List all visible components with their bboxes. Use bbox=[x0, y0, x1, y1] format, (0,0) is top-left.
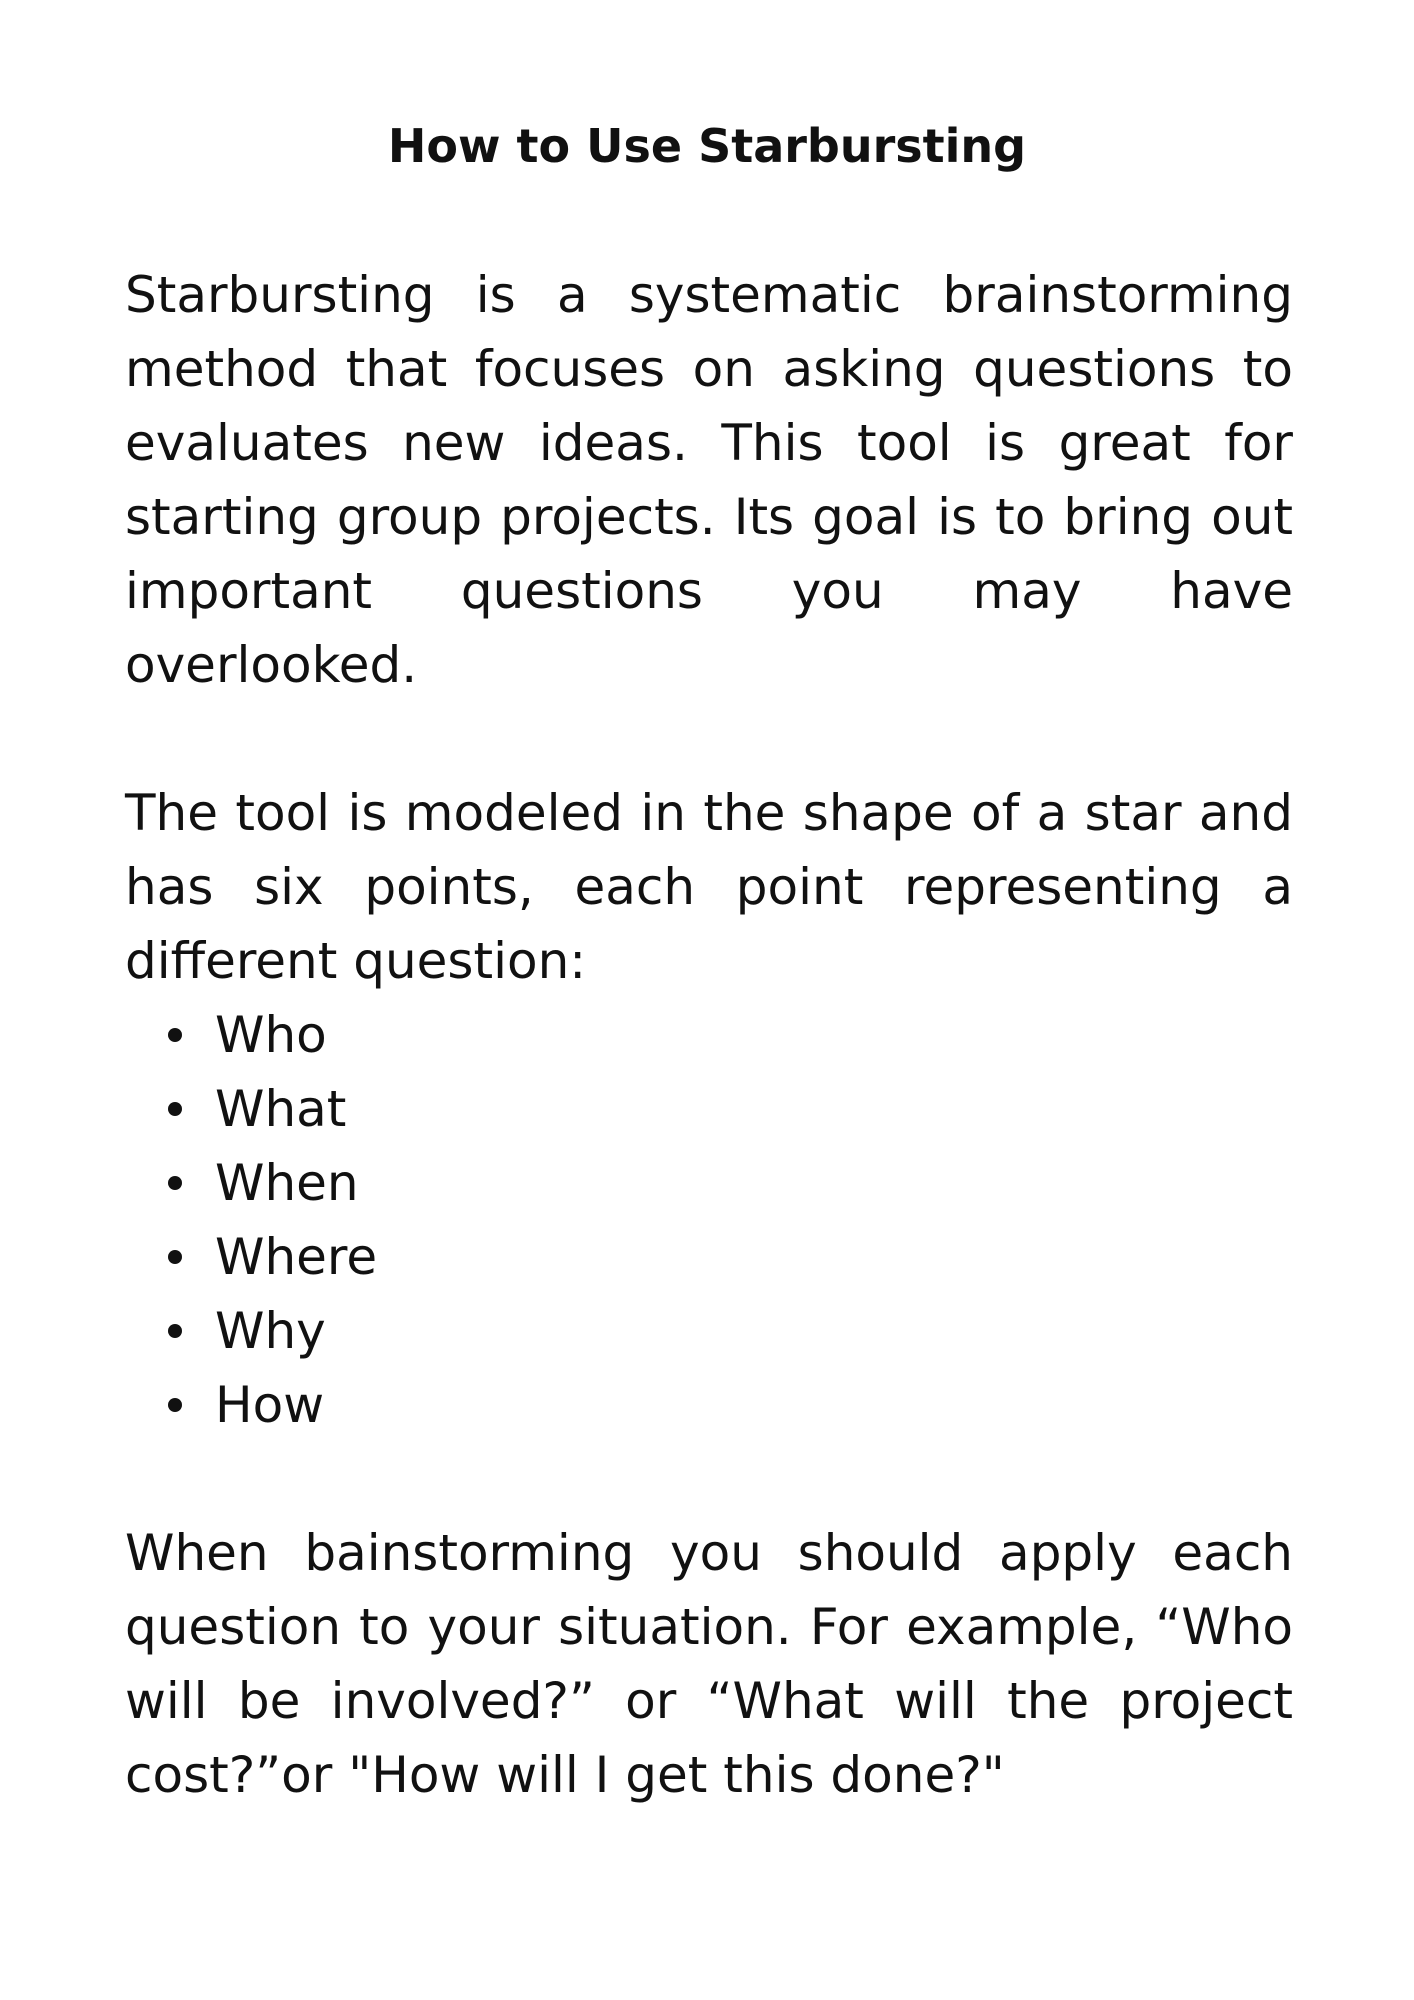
intro-paragraph: Starbursting is a systematic brainstorming method that focuses on asking questions to evaluates new ideas. This tool is great for starting group projects. Its goal is to bring out important questions you may have overlooked. bbox=[125, 266, 1293, 694]
bullet-icon bbox=[168, 1324, 182, 1338]
list-item bbox=[125, 1294, 1293, 1368]
document-body bbox=[125, 258, 1293, 1812]
brainstorm-paragraph: When bainstorming you should apply each question to your situation. For example, “Who will be involved?” or “What will the project cost?”or "How will I get this done?" bbox=[125, 1524, 1293, 1804]
page-title: How to Use Starbursting bbox=[387, 119, 1027, 173]
list-item bbox=[125, 1368, 1293, 1442]
question-list bbox=[125, 998, 1293, 1442]
bullet-icon bbox=[168, 1398, 182, 1412]
list-item bbox=[125, 1220, 1293, 1294]
question-what: What bbox=[215, 1080, 347, 1138]
bullet-icon bbox=[168, 1176, 182, 1190]
list-item bbox=[125, 1072, 1293, 1146]
bullet-icon bbox=[168, 1028, 182, 1042]
bullet-icon bbox=[168, 1102, 182, 1116]
list-item bbox=[125, 998, 1293, 1072]
list-item bbox=[125, 1146, 1293, 1220]
model-paragraph: The tool is modeled in the shape of a star and has six points, each point representing a different question: bbox=[125, 784, 1293, 990]
question-how: How bbox=[215, 1376, 325, 1434]
question-why: Why bbox=[215, 1302, 326, 1360]
question-who: Who bbox=[215, 1006, 327, 1064]
question-when: When bbox=[215, 1154, 359, 1212]
bullet-icon bbox=[168, 1250, 182, 1264]
question-where: Where bbox=[215, 1228, 378, 1286]
